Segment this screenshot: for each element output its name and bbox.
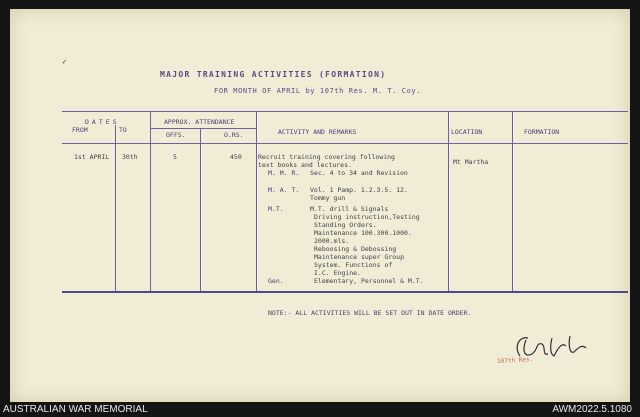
- row-from: 1st APRIL: [74, 153, 110, 161]
- header-from: FROM: [72, 126, 88, 134]
- header-activity: ACTIVITY AND REMARKS: [278, 128, 357, 136]
- header-location: LOCATION: [451, 128, 483, 136]
- activity-line: Recruit training covering following: [258, 153, 395, 161]
- archive-footer: [0, 402, 640, 417]
- col-divider: [150, 111, 151, 291]
- activity-line: I.C. Engine.: [314, 269, 361, 277]
- footer-accession-number: AWM2022.5.1080: [552, 404, 632, 415]
- table-rule-top: [62, 111, 628, 112]
- row-to: 30th: [122, 153, 138, 161]
- activity-line: Maintenance 100.300.1000.: [314, 229, 412, 237]
- header-offs: OFFS.: [166, 131, 186, 139]
- activity-key: M. A. T.: [268, 186, 300, 194]
- header-to: TO: [119, 126, 127, 134]
- activity-line: Elementary, Personnel & M.T.: [314, 277, 424, 285]
- activity-line: Standing Orders.: [314, 221, 377, 229]
- col-divider: [512, 111, 513, 291]
- table-rule-header: [62, 143, 628, 144]
- activity-line: Tommy gun: [310, 194, 346, 202]
- activity-line: 2000.mls.: [314, 237, 350, 245]
- note: NOTE:- ALL ACTIVITIES WILL BE SET OUT IN DATE ORDER.: [268, 309, 472, 317]
- red-stamp: 107th Res.: [496, 356, 534, 365]
- header-dates: DATES: [85, 118, 120, 126]
- activity-line: System. Functions of: [314, 261, 393, 269]
- activity-key: M.T.: [268, 205, 284, 213]
- activity-line: Vol. 1 Pamp. 1.2.3.5. 12.: [310, 186, 408, 194]
- row-ors: 450: [230, 153, 242, 161]
- header-formation: FORMATION: [524, 128, 560, 136]
- col-divider: [256, 111, 257, 291]
- check-mark: ✓: [62, 57, 67, 66]
- activity-key: M. M. R.: [268, 169, 300, 177]
- header-ors: O.RS.: [224, 131, 244, 139]
- footer-institution: AUSTRALIAN WAR MEMORIAL: [3, 404, 148, 415]
- activity-line: Reboosing & Debossing: [314, 245, 397, 253]
- col-divider: [448, 111, 449, 291]
- activity-line: Sec. 4 to 34 and Revision: [310, 169, 408, 177]
- activity-line: Maintenance super Group: [314, 253, 405, 261]
- row-offs: 5: [173, 153, 177, 161]
- document-subtitle: FOR MONTH OF APRIL by 107th Res. M. T. Coy.: [214, 87, 422, 95]
- header-approx-attendance: APPROX. ATTENDANCE: [164, 118, 235, 126]
- attendance-rule: [150, 128, 256, 129]
- activity-line: text books and lectures.: [258, 161, 352, 169]
- activity-key: Gen.: [268, 277, 284, 285]
- activity-line: Driving instruction,Testing: [314, 213, 420, 221]
- activity-line: M.T. drill & Signals: [310, 205, 389, 213]
- col-divider: [200, 128, 201, 291]
- table-rule-bottom: [62, 291, 628, 293]
- col-divider: [115, 125, 116, 291]
- row-location: Mt Martha: [453, 158, 489, 166]
- document-title: MAJOR TRAINING ACTIVITIES (FORMATION): [160, 70, 387, 79]
